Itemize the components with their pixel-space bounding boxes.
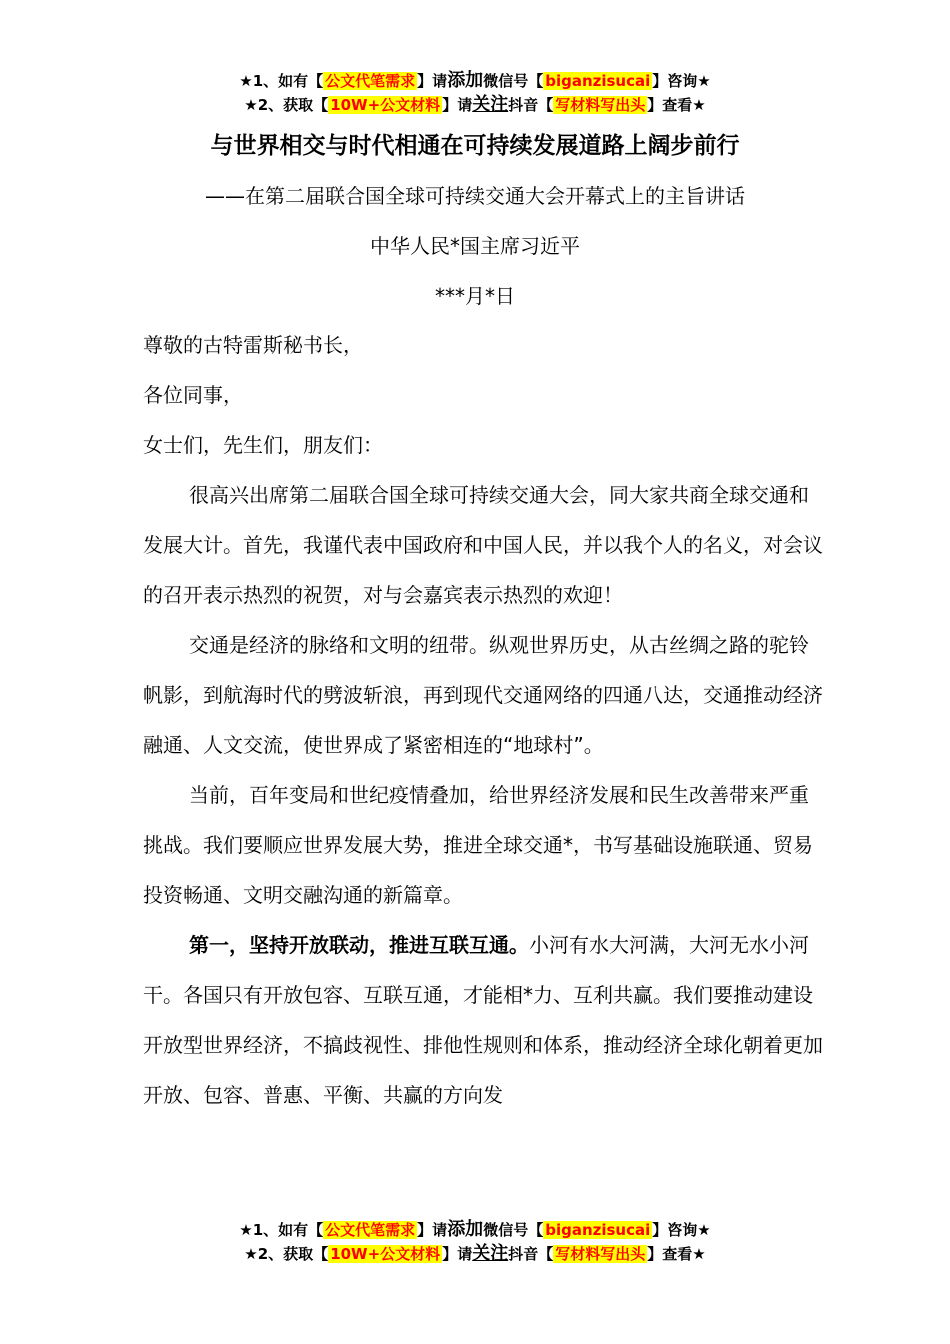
paragraph bbox=[143, 920, 823, 1120]
banner-highlight: 公文代笔需求 bbox=[325, 1221, 416, 1239]
banner-highlight: 10W+公文材料 bbox=[330, 96, 441, 114]
banner-text: 】咨询★ bbox=[652, 72, 711, 90]
banner-highlight: 写材料写出头 bbox=[555, 1245, 646, 1263]
banner-text: 微信号【 bbox=[483, 1221, 544, 1239]
document-subtitle: ——在第二届联合国全球可持续交通大会开幕式上的主旨讲话 bbox=[205, 184, 745, 208]
banner-line-1 bbox=[0, 69, 950, 93]
banner-text: 抖音【 bbox=[508, 96, 554, 114]
banner-emphasis: 添加 bbox=[447, 70, 484, 91]
paragraph: 很高兴出席第二届联合国全球可持续交通大会，同大家共商全球交通和发展大计。首先，我谨代表中国政府和中国人民，并以我个人的名义，对会议的召开表示热烈的祝贺，对与会嘉宾表示热烈的欢迎！ bbox=[143, 483, 823, 607]
banner-emphasis: 关注 bbox=[472, 94, 509, 115]
banner-text: 】咨询★ bbox=[652, 1221, 711, 1239]
banner-text: 】请 bbox=[417, 1221, 448, 1239]
banner-text: 微信号【 bbox=[483, 72, 544, 90]
banner-emphasis: 关注 bbox=[472, 1243, 509, 1264]
banner-text: ★2、获取【 bbox=[244, 96, 329, 114]
salutation: 女士们，先生们，朋友们： bbox=[143, 433, 383, 457]
banner-line-1 bbox=[0, 1218, 950, 1242]
banner-emphasis: 添加 bbox=[447, 1219, 484, 1240]
banner-text: 】请 bbox=[417, 72, 448, 90]
banner-highlight: 公文代笔需求 bbox=[325, 72, 416, 90]
banner-text: 】查看★ bbox=[647, 96, 706, 114]
banner-text: 】请 bbox=[442, 96, 473, 114]
top-banner bbox=[0, 69, 950, 117]
banner-text: 抖音【 bbox=[508, 1245, 554, 1263]
banner-text: 】查看★ bbox=[647, 1245, 706, 1263]
banner-text: ★1、如有【 bbox=[239, 72, 324, 90]
salutation: 尊敬的古特雷斯秘书长， bbox=[143, 333, 363, 357]
bottom-banner bbox=[0, 1218, 950, 1266]
banner-highlight: biganzisucai bbox=[545, 1221, 651, 1239]
banner-line-2 bbox=[0, 1242, 950, 1266]
banner-highlight: 10W+公文材料 bbox=[330, 1245, 441, 1263]
banner-text: ★2、获取【 bbox=[244, 1245, 329, 1263]
paragraph: 交通是经济的脉络和文明的纽带。纵观世界历史，从古丝绸之路的驼铃帆影，到航海时代的劈波斩浪，再到现代交通网络的四通八达，交通推动经济融通、人文交流，使世界成了紧密相连的“地球村”。 bbox=[143, 633, 823, 757]
point-text: 小河有水大河满，大河无水小河干。各国只有开放包容、互联互通，才能相*力、互利共赢。我们要推动建设开放型世界经济，不搞歧视性、排他性规则和体系，推动经济全球化朝着更加开放、包容、普惠、平衡、共赢的方向发 bbox=[143, 933, 823, 1107]
point-heading: 第一，坚持开放联动，推进互联互通。 bbox=[189, 933, 529, 957]
document-author: 中华人民*国主席习近平 bbox=[370, 234, 580, 258]
banner-line-2 bbox=[0, 93, 950, 117]
banner-highlight: biganzisucai bbox=[545, 72, 651, 90]
document-body bbox=[143, 320, 823, 1120]
salutation: 各位同事， bbox=[143, 383, 243, 407]
paragraph: 当前，百年变局和世纪疫情叠加，给世界经济发展和民生改善带来严重挑战。我们要顺应世界发展大势，推进全球交通*，书写基础设施联通、贸易投资畅通、文明交融沟通的新篇章。 bbox=[143, 783, 813, 907]
document-title: 与世界相交与时代相通在可持续发展道路上阔步前行 bbox=[210, 133, 740, 159]
banner-highlight: 写材料写出头 bbox=[555, 96, 646, 114]
document-date: ***月*日 bbox=[435, 284, 515, 308]
banner-text: 】请 bbox=[442, 1245, 473, 1263]
banner-text: ★1、如有【 bbox=[239, 1221, 324, 1239]
